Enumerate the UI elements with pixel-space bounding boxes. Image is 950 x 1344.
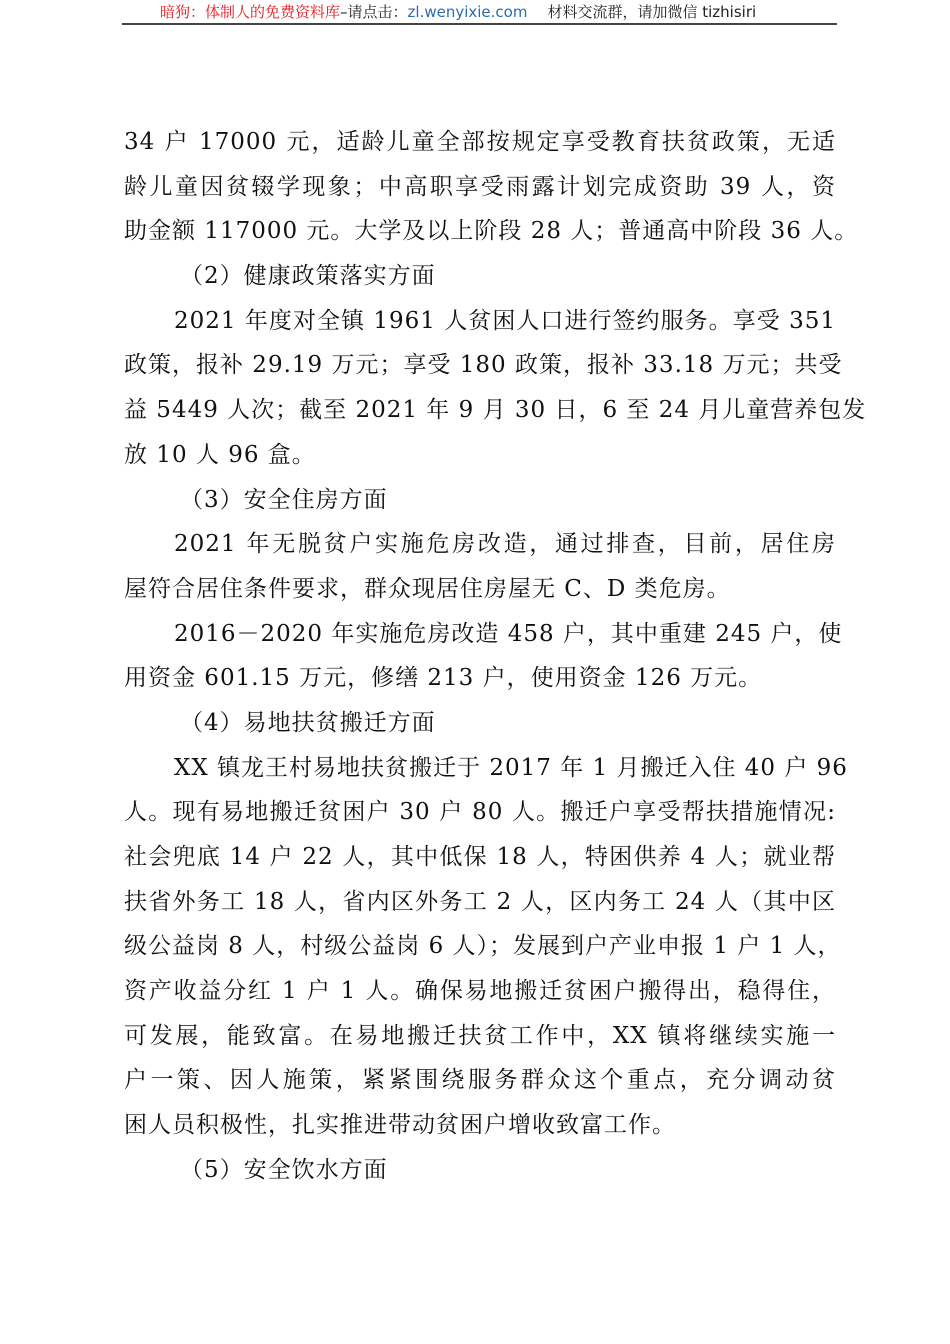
contact-info: 材料交流群，请加微信 tizhisiri [547, 3, 757, 21]
paragraph-line: 用资金 601.15 万元，修缮 213 户，使用资金 126 万元。 [124, 665, 763, 692]
paragraph-line: 龄儿童因贫辍学现象；中高职享受雨露计划完成资助 39 人，资 [124, 173, 836, 200]
paragraph-line: 34 户 17000 元，适龄儿童全部按规定享受教育扶贫政策，无适 [124, 129, 836, 155]
paragraph-line: 级公益岗 8 人，村级公益岗 6 人）；发展到户产业申报 1 户 1 人， [124, 933, 842, 960]
paragraph-line: 资产收益分红 1 户 1 人。确保易地搬迁贫困户搬得出，稳得住， [124, 978, 836, 1005]
paragraph-line: 社会兜底 14 户 22 人，其中低保 18 人，特困供养 4 人；就业帮 [124, 844, 836, 870]
paragraph-line: 扶省外务工 18 人，省内区外务工 2 人，区内务工 24 人（其中区 [124, 888, 836, 915]
paragraph-line: 2016－2020 年实施危房改造 458 户，其中重建 245 户，使 [174, 620, 843, 647]
paragraph-line: 政策，报补 29.19 万元；享受 180 政策，报补 33.18 万元；共受 [124, 352, 843, 379]
site-name: 暗狗：体制人的免费资料库 [160, 3, 341, 21]
paragraph-line: 2021 年度对全镇 1961 人贫困人口进行签约服务。享受 351 [174, 307, 836, 334]
paragraph-line: 人。现有易地搬迁贫困户 30 户 80 人。搬迁户享受帮扶措施情况: [124, 799, 836, 826]
paragraph-line: 屋符合居住条件要求，群众现居住房屋无 C、D 类危房。 [124, 575, 731, 602]
click-prompt: –请点击： [340, 3, 408, 21]
section-heading: （4）易地扶贫搬迁方面 [180, 709, 436, 736]
section-heading: （3）安全住房方面 [180, 486, 388, 513]
site-link[interactable]: zl.wenyixie.com [407, 3, 528, 21]
paragraph-line: 户一策、因人施策，紧紧围绕服务群众这个重点，充分调动贫 [124, 1067, 836, 1094]
paragraph-line: 放 10 人 96 盒。 [124, 441, 316, 468]
paragraph-line: 困人员积极性，扎实推进带动贫困户增收致富工作。 [124, 1112, 676, 1139]
paragraph-line: 可发展，能致富。在易地搬迁扶贫工作中，XX 镇将继续实施一 [124, 1022, 836, 1049]
paragraph-line: XX 镇龙王村易地扶贫搬迁于 2017 年 1 月搬迁入住 40 户 96 [174, 754, 848, 781]
paragraph-line: 助金额 117000 元。大学及以上阶段 28 人；普通高中阶段 36 人。 [124, 218, 859, 245]
page-header-banner [160, 2, 756, 22]
paragraph-line: 益 5449 人次；截至 2021 年 9 月 30 日，6 至 24 月儿童营养包发 [124, 397, 867, 424]
header-divider [122, 23, 837, 25]
paragraph-line: 2021 年无脱贫户实施危房改造，通过排查，目前，居住房 [174, 531, 836, 558]
section-heading: （5）安全饮水方面 [180, 1156, 388, 1183]
document-body [124, 120, 867, 1193]
section-heading: （2）健康政策落实方面 [180, 263, 436, 290]
